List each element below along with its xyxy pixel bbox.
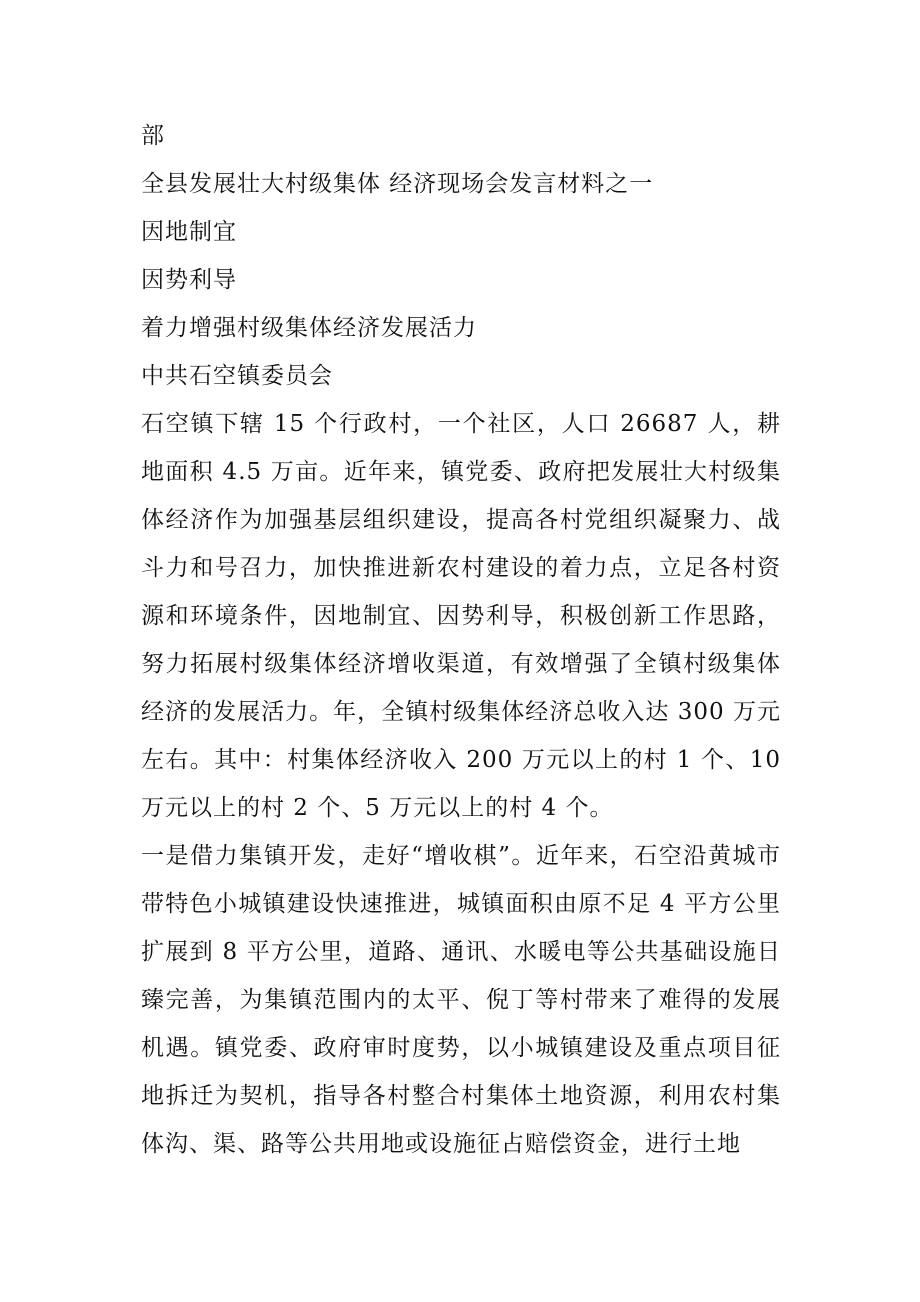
document-body: [141, 112, 781, 1168]
document-title: 全县发展壮大村级集体 经济现场会发言材料之一: [141, 171, 654, 197]
heading-line-3: 着力增强村级集体经济发展活力: [141, 315, 477, 341]
body-paragraph-2: 一是借力集镇开发，走好“增收棋”。近年来，石空沿黄城市带特色小城镇建设快速推进，城镇面积由原不足 4 平方公里扩展到 8 平方公里，道路、通讯、水暖电等公共基础设施日臻完善，为集镇范围内的太平、倪丁等村带来了难得的发展机遇。镇党委、政府审时度势，以小城镇建设及重点项目征地拆迁为契机，指导各村整合村集体土地资源，利用农村集体沟、渠、路等公共用地或设施征占赔偿资金，进行土地: [141, 843, 781, 1157]
heading-line-2: 因势利导: [141, 267, 237, 293]
heading-line-1: 因地制宜: [141, 219, 237, 245]
fragment-line: 部: [141, 123, 165, 149]
author-line: 中共石空镇委员会: [141, 363, 333, 389]
body-paragraph-1: 石空镇下辖 15 个行政村，一个社区，人口 26687 人，耕地面积 4.5 万亩。近年来，镇党委、政府把发展壮大村级集体经济作为加强基层组织建设，提高各村党组织凝聚力、战斗力和号召力，加快推进新农村建设的着力点，立足各村资源和环境条件，因地制宜、因势利导，积极创新工作思路，努力拓展村级集体经济增收渠道，有效增强了全镇村级集体经济的发展活力。年，全镇村级集体经济总收入达 300 万元左右。其中：村集体经济收入 200 万元以上的村 1 个、10 万元以上的村 2 个、5 万元以上的村 4 个。: [141, 411, 781, 821]
